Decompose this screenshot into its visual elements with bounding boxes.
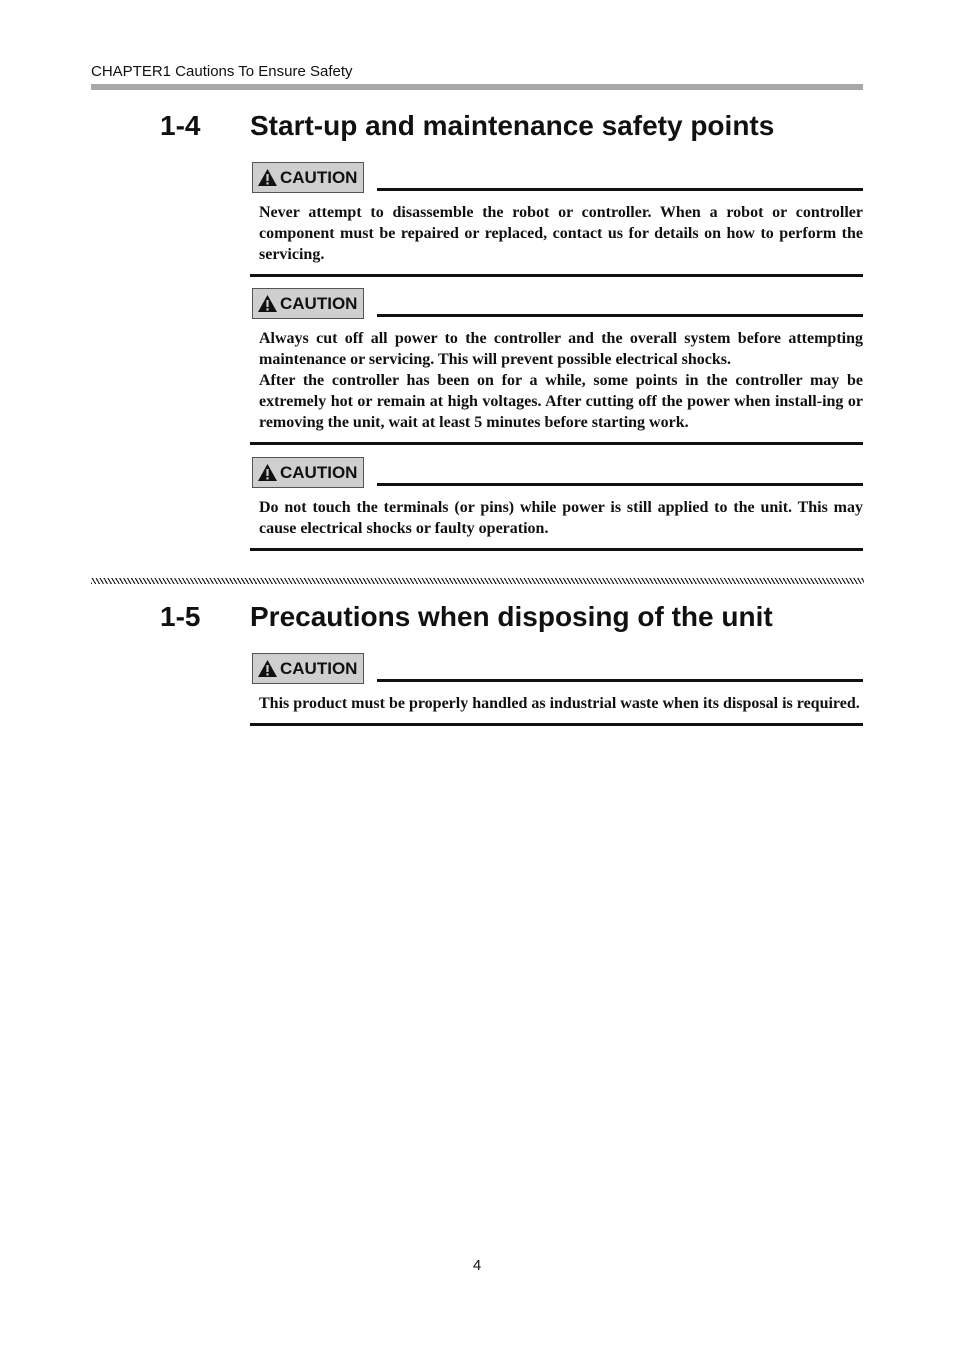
caution-text — [259, 497, 863, 539]
page-number: 4 — [472, 1257, 482, 1274]
caution-top-rule — [377, 483, 863, 486]
caution-label-text: CAUTION — [280, 658, 358, 678]
section-heading: Start-up and maintenance safety points — [250, 110, 775, 141]
warning-triangle-icon — [257, 659, 278, 678]
caution-bottom-rule — [250, 274, 863, 277]
section-title-1-5 — [160, 601, 773, 633]
caution-header — [250, 653, 863, 685]
caution-bottom-rule — [250, 442, 863, 445]
caution-header — [250, 457, 863, 489]
caution-label — [252, 288, 364, 319]
running-header: CHAPTER1 Cautions To Ensure Safety — [91, 63, 353, 80]
caution-label — [252, 653, 364, 684]
caution-box — [250, 288, 863, 445]
caution-top-rule — [377, 679, 863, 682]
caution-paragraph: After the controller has been on for a while, some points in the controller may be extremely hot or remain at high voltages. After cutting off the power when install-ing or removing the unit, wait at least 5 minutes before starting work. — [259, 372, 863, 431]
caution-top-rule — [377, 314, 863, 317]
caution-text — [259, 202, 863, 265]
caution-box — [250, 457, 863, 551]
caution-label-text: CAUTION — [280, 167, 358, 187]
caution-text — [259, 693, 863, 714]
caution-header — [250, 288, 863, 320]
caution-paragraph: This product must be properly handled as industrial waste when its disposal is required. — [259, 695, 860, 712]
caution-box — [250, 162, 863, 277]
warning-triangle-icon — [257, 294, 278, 313]
caution-label-text: CAUTION — [280, 293, 358, 313]
header-rule — [91, 84, 863, 90]
section-divider — [91, 578, 864, 584]
caution-paragraph: Always cut off all power to the controller and the overall system before attempting maintenance or servicing. This will prevent possible electrical shocks. — [259, 330, 863, 368]
caution-bottom-rule — [250, 548, 863, 551]
caution-label — [252, 162, 364, 193]
caution-text — [259, 328, 863, 433]
section-number: 1-4 — [160, 110, 201, 141]
warning-triangle-icon — [257, 463, 278, 482]
caution-label-text: CAUTION — [280, 462, 358, 482]
section-number: 1-5 — [160, 601, 201, 632]
caution-top-rule — [377, 188, 863, 191]
section-title-1-4 — [160, 110, 774, 142]
section-heading: Precautions when disposing of the unit — [250, 601, 773, 632]
caution-paragraph: Do not touch the terminals (or pins) while power is still applied to the unit. This may cause electrical shocks or faulty operation. — [259, 499, 863, 537]
caution-box — [250, 653, 863, 726]
caution-paragraph: Never attempt to disassemble the robot or controller. When a robot or controller component must be repaired or replaced, contact us for details on how to perform the servicing. — [259, 204, 863, 263]
warning-triangle-icon — [257, 168, 278, 187]
caution-label — [252, 457, 364, 488]
caution-bottom-rule — [250, 723, 863, 726]
caution-header — [250, 162, 863, 194]
